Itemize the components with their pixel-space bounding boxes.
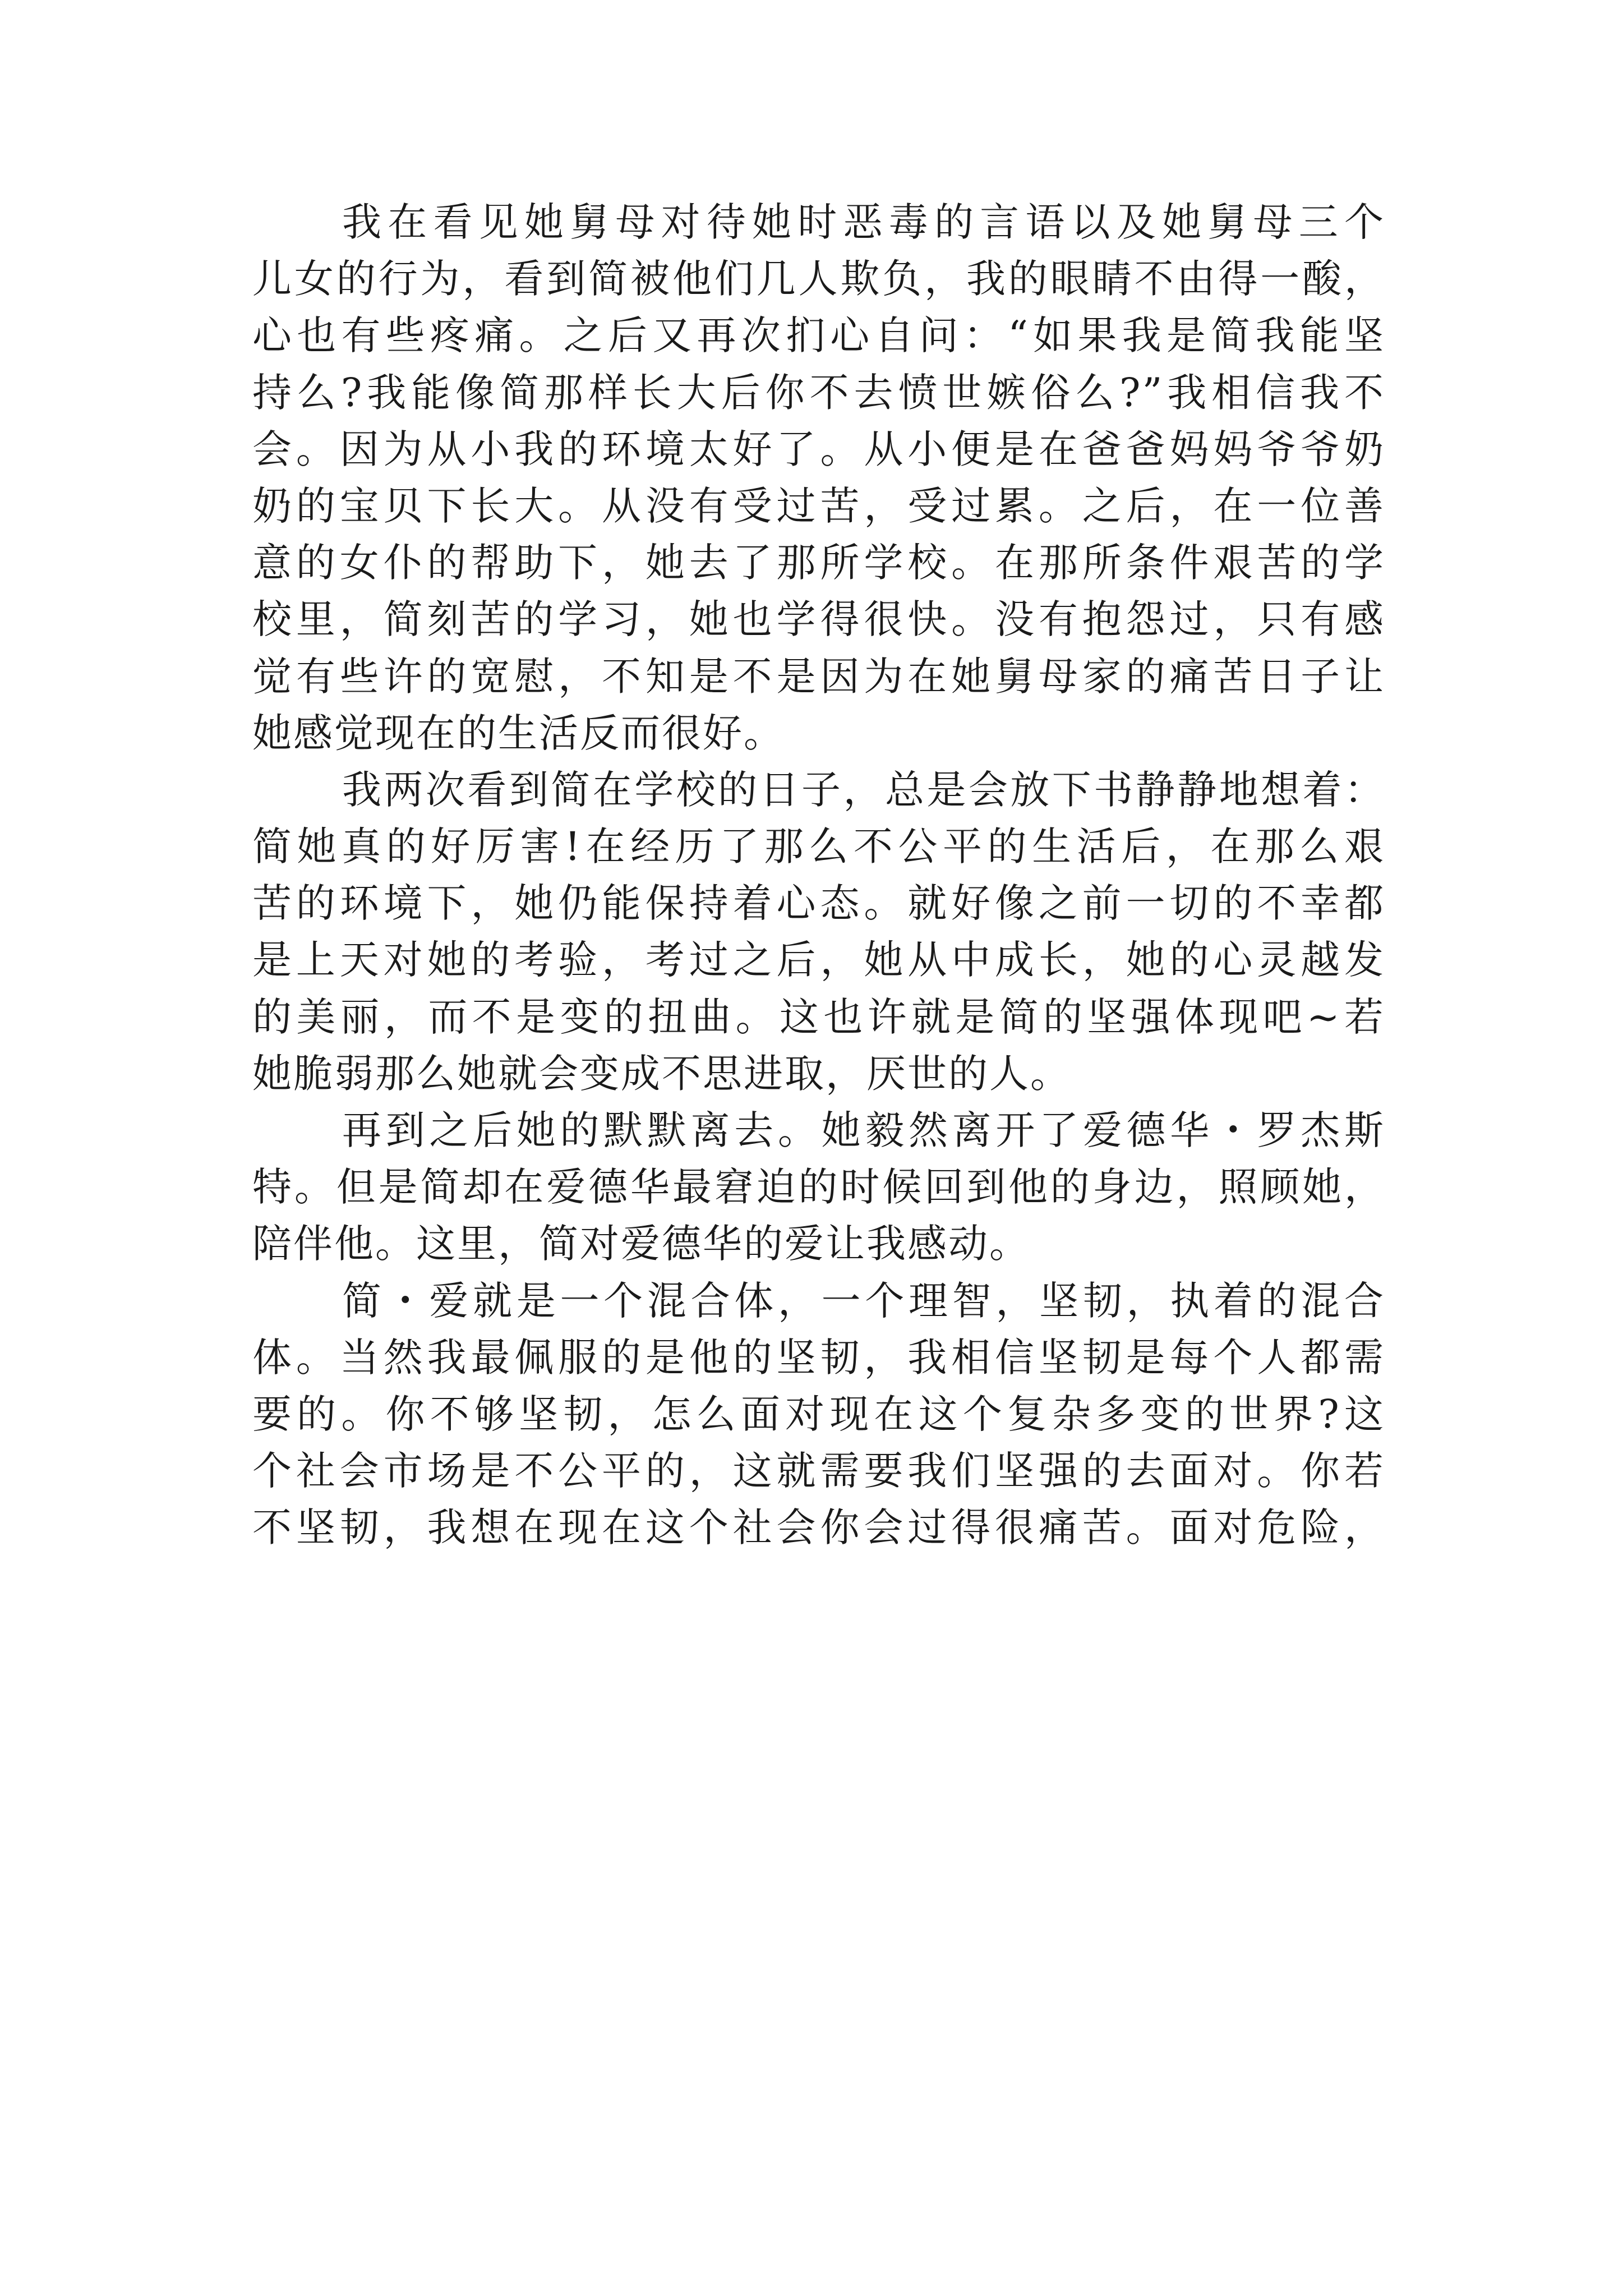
text-line: 特。但是简却在爱德华最窘迫的时候回到他的身边，照顾她， [252, 1164, 1385, 1211]
text-line: 校里，简刻苦的学习，她也学得很快。没有抱怨过，只有感 [252, 596, 1385, 643]
text-line: 的美丽，而不是变的扭曲。这也许就是简的坚强体现吧~若 [252, 993, 1385, 1040]
text-line: 苦的环境下，她仍能保持着心态。就好像之前一切的不幸都 [252, 880, 1385, 927]
text-line: 她脆弱那么她就会变成不思进取，厌世的人。 [252, 1050, 1071, 1097]
text-line: 奶的宝贝下长大。从没有受过苦，受过累。之后，在一位善 [252, 482, 1385, 529]
text-line: 不坚韧，我想在现在这个社会你会过得很痛苦。面对危险， [252, 1504, 1385, 1551]
text-line: 会。因为从小我的环境太好了。从小便是在爸爸妈妈爷爷奶 [252, 426, 1385, 472]
body-text [252, 194, 1385, 1557]
text-line: 再到之后她的默默离去。她毅然离开了爱德华・罗杰斯 [342, 1107, 1385, 1153]
text-line: 陪伴他。这里，简对爱德华的爱让我感动。 [252, 1221, 1030, 1267]
text-line: 简・爱就是一个混合体，一个理智，坚韧，执着的混合 [342, 1277, 1385, 1324]
text-line: 体。当然我最佩服的是他的坚韧，我相信坚韧是每个人都需 [252, 1334, 1385, 1381]
text-line: 我两次看到简在学校的日子，总是会放下书静静地想着： [342, 766, 1385, 813]
text-line: 是上天对她的考验，考过之后，她从中成长，她的心灵越发 [252, 937, 1385, 983]
text-line: 我在看见她舅母对待她时恶毒的言语以及她舅母三个 [342, 199, 1385, 245]
text-line: 持么?我能像简那样长大后你不去愤世嫉俗么?”我相信我不 [252, 369, 1385, 416]
text-line: 简她真的好厉害!在经历了那么不公平的生活后，在那么艰 [252, 823, 1385, 870]
text-line: 觉有些许的宽慰，不知是不是因为在她舅母家的痛苦日子让 [252, 653, 1385, 700]
text-line: 个社会市场是不公平的，这就需要我们坚强的去面对。你若 [252, 1448, 1385, 1494]
text-line: 心也有些疼痛。之后又再次扪心自问：“如果我是简我能坚 [252, 312, 1385, 359]
text-line: 她感觉现在的生活反而很好。 [252, 710, 785, 756]
text-line: 要的。你不够坚韧，怎么面对现在这个复杂多变的世界?这 [252, 1391, 1385, 1437]
text-line: 意的女仆的帮助下，她去了那所学校。在那所条件艰苦的学 [252, 540, 1385, 586]
text-line: 儿女的行为，看到简被他们几人欺负，我的眼睛不由得一酸， [252, 256, 1385, 302]
